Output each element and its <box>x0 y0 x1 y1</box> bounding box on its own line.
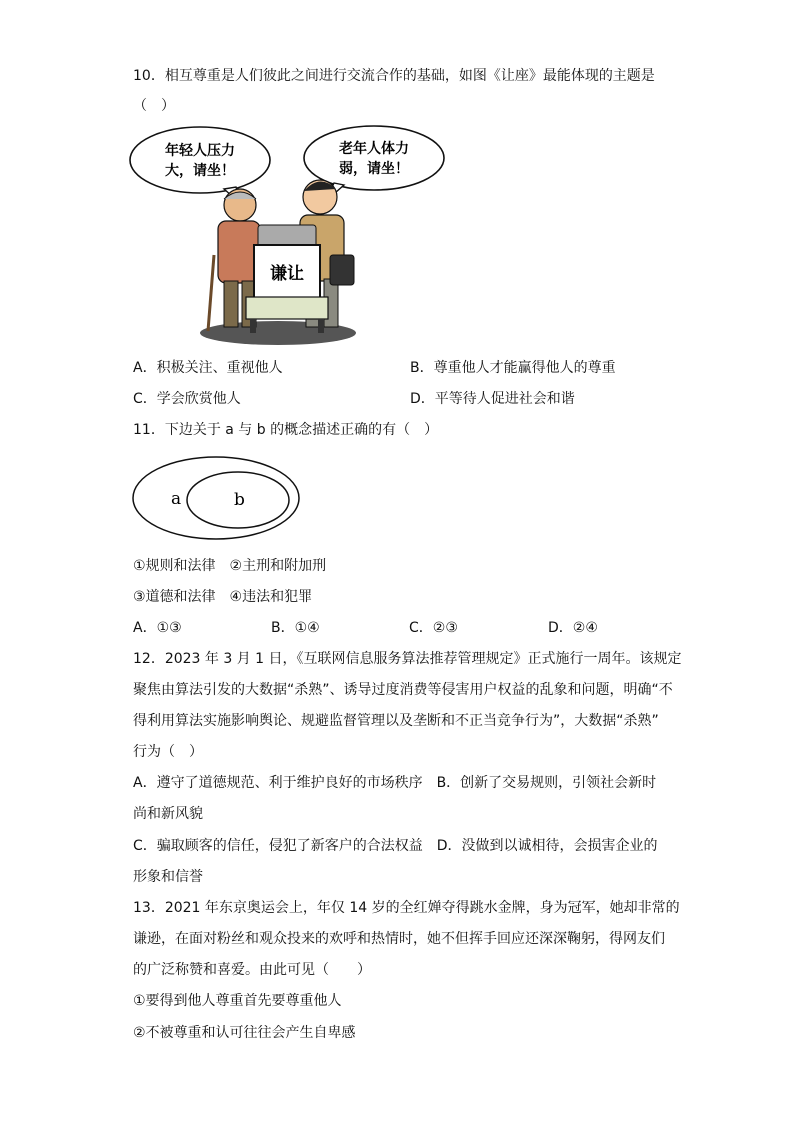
q11-option-c: C．②③ <box>409 620 458 636</box>
q13-line-3: 的广泛称赞和喜爱。由此可见（ ） <box>133 962 371 978</box>
q11-items-line2: ③道德和法律 ④违法和犯罪 <box>133 589 313 605</box>
q10-option-d: D．平等待人促进社会和谐 <box>410 391 575 407</box>
bubble-left-line1: 年轻人压力 <box>165 143 235 159</box>
q13-line-1: 13．2021 年东京奥运会上，年仅 14 岁的全红婵夺得跳水金牌，身为冠军，她却非常的 <box>133 900 680 916</box>
q10-option-c: C．学会欣赏他人 <box>133 391 241 407</box>
q13-line-4: ①要得到他人尊重首先要尊重他人 <box>133 993 342 1009</box>
seat-sign-text: 谦让 <box>270 264 304 284</box>
q12-line-5: A．遵守了道德规范、利于维护良好的市场秩序 B．创新了交易规则，引领社会新时 <box>133 775 657 791</box>
bubble-right-line2: 弱，请坐！ <box>339 161 409 177</box>
q11-stem: 11．下边关于 a 与 b 的概念描述正确的有（ ） <box>133 422 439 438</box>
venn-label-b: b <box>234 490 245 510</box>
q11-items-line1: ①规则和法律 ②主刑和附加刑 <box>133 558 327 574</box>
q10-option-a: A．积极关注、重视他人 <box>133 360 283 376</box>
q11-venn-diagram <box>131 455 303 543</box>
bubble-left-line2: 大，请坐！ <box>165 163 235 179</box>
q13-line-5: ②不被尊重和认可往往会产生自卑感 <box>133 1025 356 1041</box>
q12-line-1: 12．2023 年 3 月 1 日，《互联网信息服务算法推荐管理规定》正式施行一周年。该规定 <box>133 651 682 667</box>
q12-line-3: 得利用算法实施影响舆论、规避监督管理以及垄断和不正当竞争行为”，大数据“杀熟” <box>133 713 659 729</box>
q11-option-a: A．①③ <box>133 620 182 636</box>
q12-line-7: C．骗取顾客的信任，侵犯了新客户的合法权益 D．没做到以诚相待，会损害企业的 <box>133 838 658 854</box>
q13-line-2: 谦逊，在面对粉丝和观众投来的欢呼和热情时，她不但挥手回应还深深鞠躬，得网友们 <box>133 931 665 947</box>
seat-with-sign <box>246 225 328 333</box>
q10-stem-line1: 10．相互尊重是人们彼此之间进行交流合作的基础，如图《让座》最能体现的主题是 <box>133 68 655 84</box>
bubble-right-line1: 老年人体力 <box>339 141 409 157</box>
q12-line-8: 形象和信誉 <box>133 869 203 885</box>
q12-line-6: 尚和新风貌 <box>133 806 203 822</box>
q10-stem-line2: （ ） <box>133 98 175 114</box>
q10-cartoon <box>128 125 448 347</box>
q12-line-4: 行为（ ） <box>133 744 203 760</box>
venn-label-a: a <box>171 489 182 509</box>
q12-line-2: 聚焦由算法引发的大数据“杀熟”、诱导过度消费等侵害用户权益的乱象和问题，明确“不 <box>133 682 673 698</box>
q11-option-b: B．①④ <box>271 620 320 636</box>
q11-option-d: D．②④ <box>548 620 598 636</box>
q10-option-b: B．尊重他人才能赢得他人的尊重 <box>410 360 616 376</box>
